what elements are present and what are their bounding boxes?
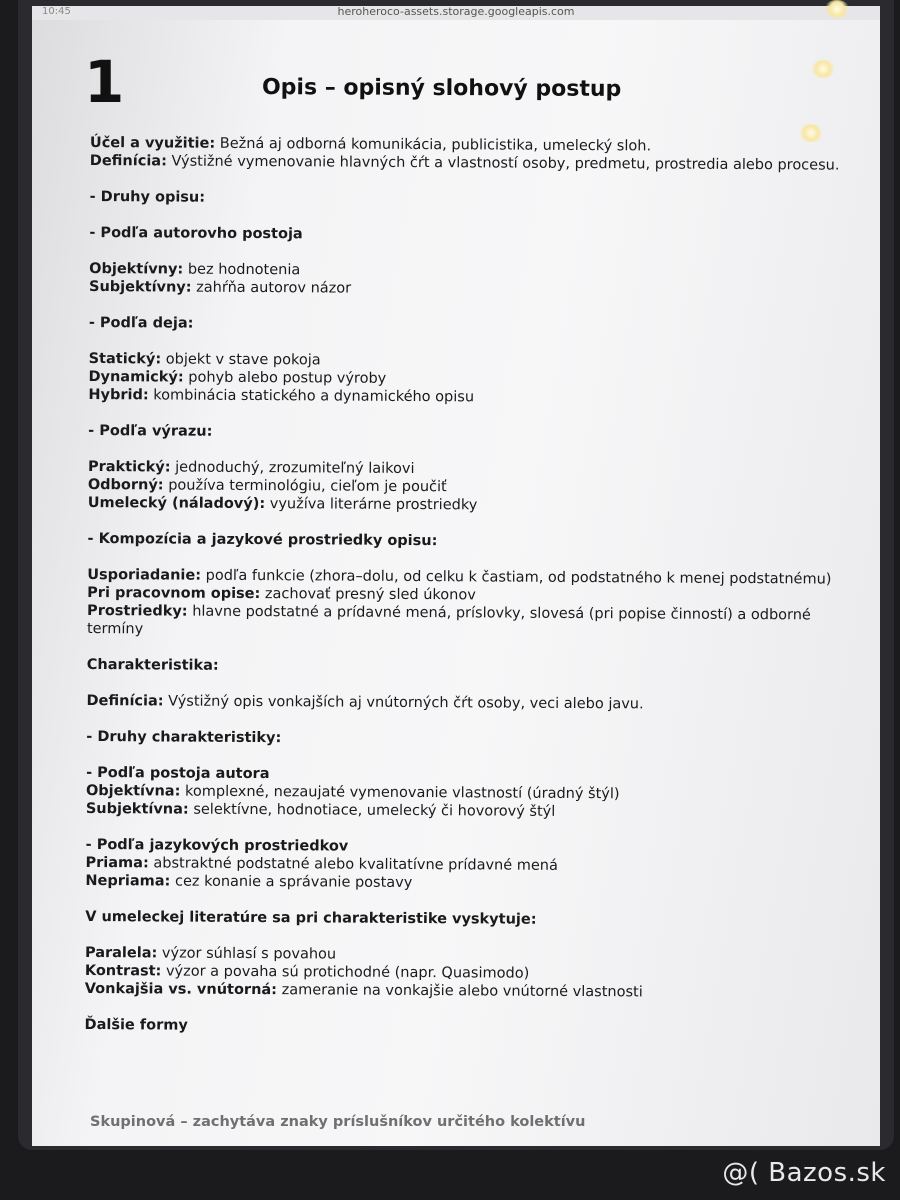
term-label: Prostriedky: <box>87 602 188 620</box>
term-text: selektívne, hodnotiace, umelecký či hovorový štýl <box>188 801 556 820</box>
term-label: Pri pracovnom opise: <box>87 584 261 603</box>
cut-off-line: Skupinová – zachytáva znaky príslušníkov určitého kolektívu <box>90 1114 586 1130</box>
term-label: Nepriama: <box>85 872 171 890</box>
section-heading: Charakteristika: <box>86 656 219 674</box>
term-label: Praktický: <box>87 458 171 476</box>
section-heading: - Druhy opisu: <box>89 188 206 206</box>
term-label: Definícia: <box>89 152 167 170</box>
term-text: objekt v stave pokoja <box>161 351 321 369</box>
term-text: Bežná aj odborná komunikácia, publicistika, umelecký sloh. <box>215 135 652 155</box>
section-heading: - Podľa jazykových prostriedkov <box>85 836 349 855</box>
section-heading: V umeleckej literatúre sa pri charakteristike vyskytuje: <box>85 908 537 928</box>
term-label: Subjektívny: <box>89 278 192 296</box>
definition-list <box>88 350 848 409</box>
term-text: zahŕňa autorov názor <box>191 279 352 297</box>
definition-list <box>85 854 845 895</box>
term-label: Odborný: <box>87 476 164 494</box>
term-text: výzor súhlasí s povahou <box>157 945 337 963</box>
term-label: Statický: <box>88 350 162 368</box>
section-heading: - Podľa výrazu: <box>88 422 213 440</box>
term-text: komplexné, nezaujaté vymenovanie vlastností (úradný štýl) <box>180 783 620 803</box>
term-text: abstraktné podstatné alebo kvalitatívne prídavné mená <box>148 855 558 874</box>
light-reflection <box>798 124 824 142</box>
term-label: Umelecký (náladový): <box>87 494 266 513</box>
section-heading: Ďalšie formy <box>84 1016 188 1034</box>
document-page[interactable] <box>32 6 880 1146</box>
definition-list <box>86 782 846 823</box>
section-heading: - Podľa postoja autora <box>86 764 270 783</box>
term-text: hlavne podstatné a prídavné mená, príslovky, slovesá (pri popise činností) a odborné termíny <box>86 603 811 638</box>
term-label: Paralela: <box>84 944 158 962</box>
term-text: Výstižný opis vonkajších aj vnútorných čŕt osoby, veci alebo javu. <box>163 693 644 713</box>
term-label: Subjektívna: <box>85 800 189 818</box>
term-text: používa terminológiu, cieľom je poučiť <box>163 477 447 496</box>
term-label: Vonkajšia vs. vnútorná: <box>84 980 278 999</box>
definition-list <box>88 458 848 517</box>
term-text: kombinácia statického a dynamického opisu <box>148 387 475 406</box>
light-reflection <box>810 60 836 78</box>
section-heading: - Podľa deja: <box>88 314 194 332</box>
page-number: 1 <box>84 48 125 116</box>
term-label: Kontrast: <box>84 962 162 980</box>
term-text: bez hodnotenia <box>183 261 301 279</box>
definition-list <box>87 566 847 643</box>
section-heading: - Podľa autorovho postoja <box>89 224 303 243</box>
term-label: Priama: <box>85 854 149 872</box>
term-text: pohyb alebo postup výroby <box>183 369 387 387</box>
section-heading: - Druhy charakteristiky: <box>86 728 282 747</box>
term-label: Hybrid: <box>88 386 149 404</box>
term-label: Účel a využitie: <box>89 134 216 152</box>
term-text: podľa funkcie (zhora–dolu, od celku k častiam, od podstatného k menej podstatnému) <box>201 567 832 588</box>
status-time: 10:45 <box>42 6 71 17</box>
term-label: Definícia: <box>86 692 164 710</box>
intro-section <box>90 134 850 175</box>
term-label: Objektívna: <box>85 782 181 800</box>
definition-list <box>89 260 849 301</box>
definition-item <box>87 602 847 643</box>
watermark: @( Bazos.sk <box>722 1158 886 1188</box>
section-heading: - Kompozícia a jazykové prostriedky opisu: <box>87 530 438 550</box>
url-text[interactable]: heroheroco-assets.storage.googleapis.com <box>337 6 575 18</box>
definition-list <box>85 944 845 1003</box>
term-label: Objektívny: <box>89 260 184 278</box>
address-bar[interactable] <box>32 6 880 20</box>
term-text: výzor a povaha sú protichodné (napr. Quasimodo) <box>161 963 530 982</box>
term-text: využíva literárne prostriedky <box>265 496 478 514</box>
term-label: Usporiadanie: <box>87 566 202 584</box>
term-text: Výstižné vymenovanie hlavných čŕt a vlastností osoby, predmetu, prostredia alebo procesu. <box>166 153 840 174</box>
document-body <box>85 134 850 1039</box>
term-text: zameranie na vonkajšie alebo vnútorné vlastnosti <box>276 982 643 1001</box>
term-text: zachovať presný sled úkonov <box>260 586 476 604</box>
light-reflection <box>824 0 850 18</box>
term-text: cez konanie a správanie postavy <box>170 873 413 891</box>
page-title: Opis – opisný slohový postup <box>261 75 622 102</box>
term-text: jednoduchý, zrozumiteľný laikovi <box>170 459 415 477</box>
term-label: Dynamický: <box>88 368 184 386</box>
